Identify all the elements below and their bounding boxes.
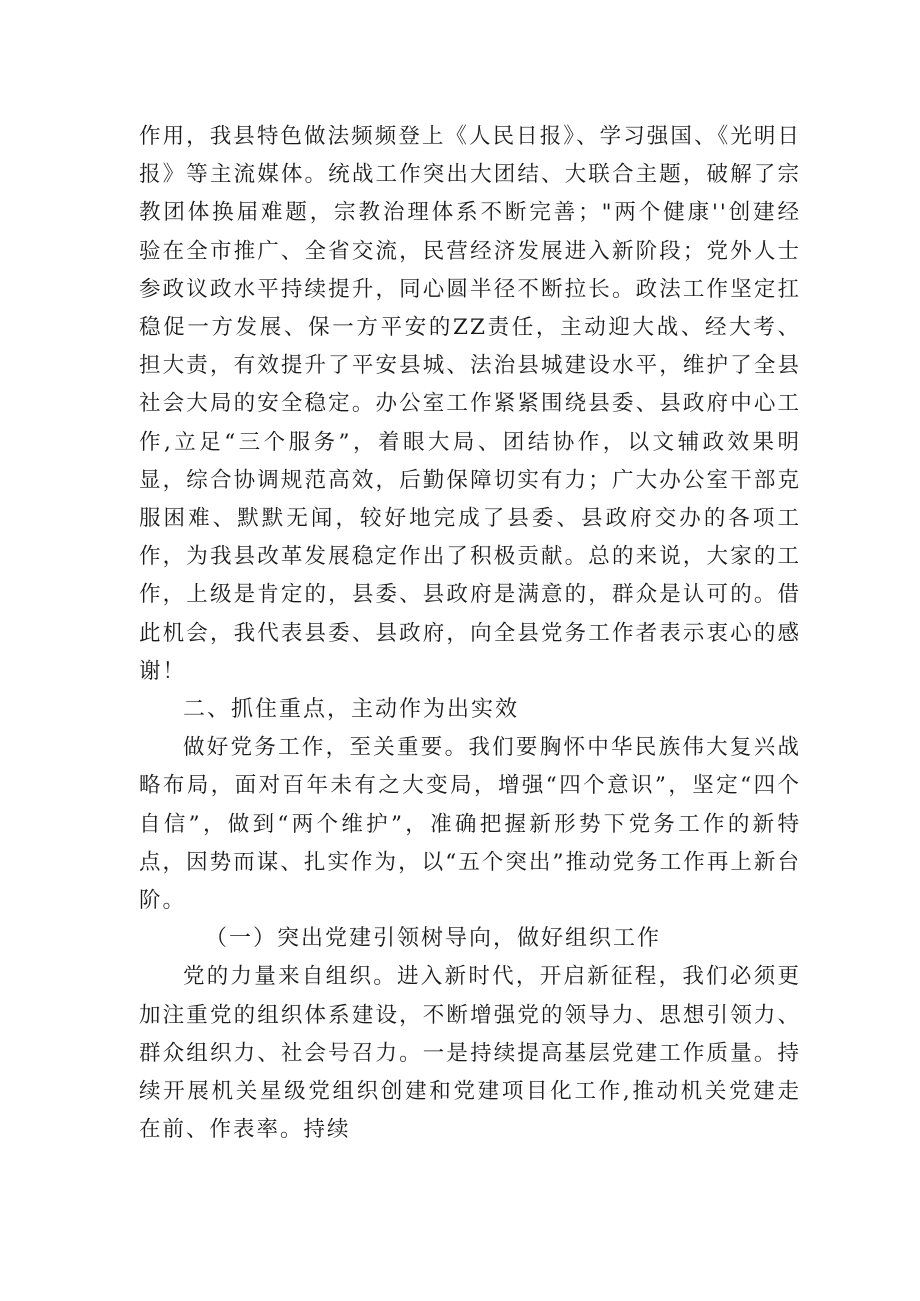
document-page	[139, 118, 801, 1149]
paragraph-party-affairs-intro: 做好党务工作，至关重要。我们要胸怀中华民族伟大复兴战略布局，面对百年未有之大变局，增强“四个意识”，坚定“四个自信”，做到“两个维护”，准确把握新形势下党务工作的新特点，因势而谋、扎实作为，以“五个突出”推动党务工作再上新台阶。	[139, 735, 801, 914]
subsection-heading-1: （一）突出党建引领树导向，做好组织工作	[205, 926, 662, 952]
paragraph-organization-work: 党的力量来自组织。进入新时代，开启新征程，我们必须更加注重党的组织体系建设，不断增强党的领导力、思想引领力、群众组织力、社会号召力。一是持续提高基层党建工作质量。持续开展机关星级党组织创建和党建项目化工作,推动机关党建走在前、作表率。持续	[139, 964, 801, 1143]
section-heading-2: 二、抓住重点，主动作为出实效	[183, 697, 520, 723]
paragraph-achievements: 作用，我县特色做法频频登上《人民日报》、学习强国、《光明日报》等主流媒体。统战工作突出大团结、大联合主题，破解了宗教团体换届难题，宗教治理体系不断完善；"两个健康''创建经验在全市推广、全省交流，民营经济发展进入新阶段；党外人士参政议政水平持续提升，同心圆半径不断拉长。政法工作坚定扛稳促一方发展、保一方平安的ZZ责任，主动迎大战、经大考、担大责，有效提升了平安县城、法治县城建设水平，维护了全县社会大局的安全稳定。办公室工作紧紧围绕县委、县政府中心工作,立足“三个服务”，着眼大局、团结协作，以文辅政效果明显，综合协调规范高效，后勤保障切实有力；广大办公室干部克服困难、默默无闻，较好地完成了县委、县政府交办的各项工作，为我县改革发展稳定作出了积极贡献。总的来说，大家的工作，上级是肯定的，县委、县政府是满意的，群众是认可的。借此机会，我代表县委、县政府，向全县党务工作者表示衷心的感谢！	[139, 124, 801, 684]
